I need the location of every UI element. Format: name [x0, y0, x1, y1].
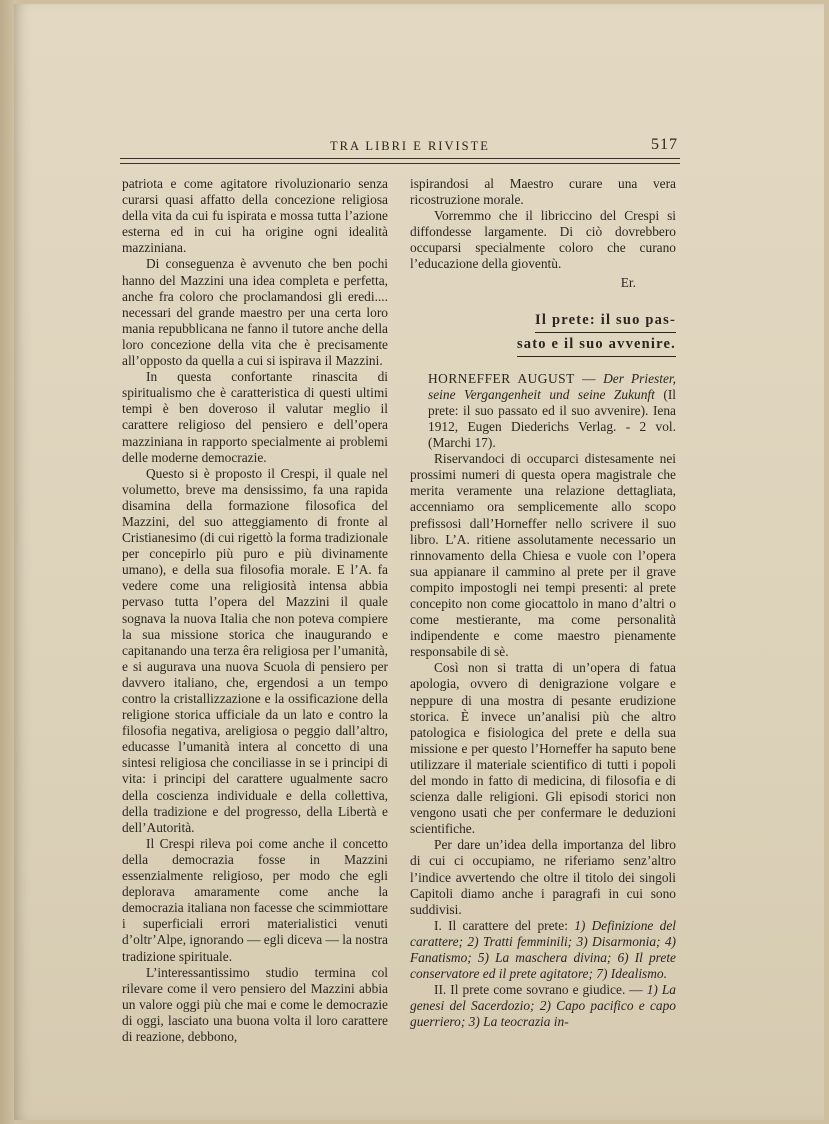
biblio-details: (Il prete: il suo passato ed il suo avvenire). Iena 1912, Eugen Diederichs Verlag. - 2 vol. (Marchi 17). [428, 386, 676, 451]
running-title: TRA LIBRI E RIVISTE [330, 139, 490, 153]
right-column [410, 176, 676, 1031]
paragraph: Il Crespi rileva poi come anche il concetto della democrazia fosse in Mazzini essenzialmente religioso, per modo che egli deplorava amaramente come anche la democrazia italiana non facesse che scimmiottare i superficiali errori materialistici venuti d’oltr’Alpe, ignorando — egli diceva — la nostra tradizione spirituale. [122, 835, 389, 964]
paragraph: Riservandoci di occuparci distesamente nei prossimi numeri di questa opera magistrale che merita veramente una relazione dettagliata, accenniamo ora semplicemente allo scopo prefissosi dall’Horneffer nello scrivere il suo libro. L’A. ritiene assolutamente necessario un rinnovamento della Chiesa e vuole con l’opera sua appianare il cammino al prete per il grave compito impostogli nei tempi presenti: al prete concepito non come giocattolo in mano d’altri o come mestierante, ma come personalità indipendente e come maestro pienamente responsabile di sè. [410, 451, 676, 660]
paragraph: Questo si è proposto il Crespi, il quale nel volumetto, breve ma densissimo, fa una rapida disamina della formazione filosofica del Mazzini, del suo atteggiamento di fronte al Cristianesimo (di cui rigettò la forma tradizionale per concepirlo più puro e più divinamente umano), e della sua filosofia morale. E l’A. fa vedere come una religiosità intensa abbia pervaso tutta l’opera del Mazzini il quale sognava la nuova Italia che non poteva compiere la sua missione storica che inaugurando e capitanando una terza êra religiosa per l’umanità, e si augurava una nuova Scuola di pensiero per davvero italiano, che, ergendosi a un tempo contro la cristallizzazione e la ossificazione della religione storica ufficiale da un lato e contro la filosofia negativa, areligiosa o peggio dall’altro, educasse l’umanità intera al concetto di una sintesi religiosa che conciliasse in se i principi di vita: i principi del carattere ugualmente sacro della coscienza individuale e della collettiva, della tradizione e del progresso, della Libertà e dell’Autorità. [122, 465, 388, 835]
paragraph: Vorremmo che il libriccino del Crespi si diffondesse largamente. Di ciò dovrebbero occuparsi specialmente coloro che curano l’educazione della gioventù. [410, 208, 676, 272]
page-number: 517 [651, 136, 678, 153]
header-rule-bottom [120, 163, 680, 164]
signature: Er. [620, 274, 636, 290]
bibliographic-entry [410, 371, 676, 451]
paragraph: Così non si tratta di un’opera di fatua apologia, ovvero di denigrazione volgare e neppure di una mostra di pesante erudizione storica. È invece un’analisi più che altro patologica e fisiologica del prete e della sua missione e per questo l’Horneffer ha saputo bene utilizzare il materiale scientifico di tutti i popoli del mondo in fatto di medicina, di filosofia e di scienza dalle religioni. Gli episodi storici non vengono usati che per confermare le deduzioni scientifiche. [410, 660, 676, 837]
paragraph: L’interessantissimo studio termina col rilevare come il vero pensiero del Mazzini abbia un valore oggi più che mai e come le democrazie di oggi, lasciato una buona volta il loro carattere di reazione, debbono, [122, 964, 388, 1044]
header-rule-top [120, 158, 680, 159]
paragraph: Di conseguenza è avvenuto che ben pochi hanno del Mazzini una idea completa e perfetta, anche fra coloro che proclamandosi gli eredi.... necessari del grande maestro per una certa loro mania repubblicana ne fanno il tutore anche della loro concezione della vita che è precisamente all’opposto da quella a cui si ispirava il Mazzini. [122, 256, 388, 369]
left-column [122, 176, 388, 1045]
paragraph: Per dare un’idea della importanza del libro di cui ci occupiamo, ne riferiamo senz’altro l’indice avvertendo che oltre il titolo dei singoli Capitoli diamo anche i paragrafi in cui sono suddivisi. [410, 837, 676, 917]
index-chapter-items: 1) Definizione del carattere; 2) Tratti femminili; 3) Disarmonia; 4) Fanatismo; 5) La maschera divina; 6) Il prete conservatore ed il prete agitatore; 7) Idealismo. [410, 917, 676, 982]
page-header [120, 136, 680, 156]
paragraph: In questa confortante rinascita di spiritualismo che è caratteristica di questi ultimi tempi è ben doveroso il valutar meglio il carattere religioso del pensiero e dell’opera mazziniana in rapporto specialmente ai problemi delle moderne democrazie. [122, 369, 388, 465]
index-chapter [410, 918, 676, 982]
index-chapter [410, 982, 676, 1030]
paragraph: ispirandosi al Maestro curare una vera ricostruzione morale. [410, 176, 676, 208]
biblio-title: Der Priester, seine Vergangenheit und seine Zukunft [428, 370, 676, 402]
article-title-line: sato e il suo avvenire. [517, 333, 676, 357]
index-chapter-items: 1) La genesi del Sacerdozio; 2) Capo pacifico e capo guerriero; 3) La teocrazia in- [410, 982, 676, 1030]
article-title [410, 309, 676, 357]
index-chapter-label: II. Il prete come sovrano e giudice. — [434, 982, 643, 998]
biblio-author: HORNEFFER AUGUST — [428, 370, 596, 386]
paragraph: patriota e come agitatore rivoluzionario senza curarsi quasi affatto della concezione religiosa della vita da cui fu ispirata e mossa tutta l’azione esterna ed in cui ha origine ogni idealità mazziniana. [122, 176, 388, 256]
index-chapter-label: I. Il carattere del prete: [434, 917, 568, 933]
article-title-line: Il prete: il suo pas- [535, 309, 676, 333]
